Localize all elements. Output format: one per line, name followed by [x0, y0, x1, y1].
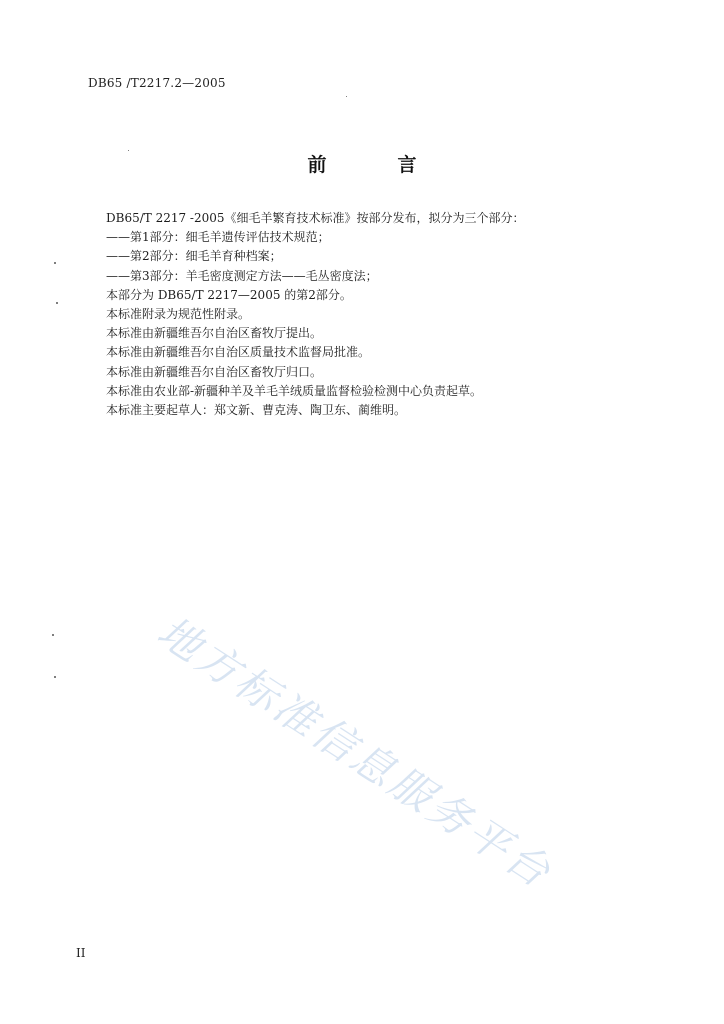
body-line-appendix: 本标准附录为规范性附录。 — [106, 307, 251, 322]
body-line-drafted-by: 本标准由农业部-新疆种羊及羊毛羊绒质量监督检验检测中心负责起草。 — [106, 383, 483, 398]
page-title: 前 言 — [307, 154, 443, 176]
scan-speck — [128, 150, 129, 151]
body-line-this-part: 本部分为 DB65/T 2217—2005 的第2部分。 — [106, 287, 352, 302]
foreword-body — [106, 209, 666, 420]
body-line-part3: ——第3部分：羊毛密度测定方法——毛丛密度法； — [106, 268, 378, 283]
standard-code-header: DB65 /T2217.2—2005 — [88, 76, 226, 90]
scan-speck — [54, 262, 56, 264]
scan-speck — [56, 302, 58, 304]
scan-speck — [52, 634, 54, 636]
body-line-part1: ——第1部分：细毛羊遗传评估技术规范； — [106, 230, 330, 245]
body-line-intro: DB65/T 2217 -2005《细毛羊繁育技术标准》按部分发布，拟分为三个部分： — [106, 211, 525, 225]
body-line-managed-by: 本标准由新疆维吾尔自治区畜牧厅归口。 — [106, 364, 323, 379]
body-line-part2: ——第2部分：细毛羊育种档案； — [106, 249, 282, 264]
scan-speck — [54, 676, 56, 678]
body-line-proposed-by: 本标准由新疆维吾尔自治区畜牧厅提出。 — [106, 326, 323, 341]
body-line-approved-by: 本标准由新疆维吾尔自治区质量技术监督局批准。 — [106, 345, 371, 360]
page-number: II — [76, 946, 86, 960]
watermark-text: 地方标准信息服务平台 — [148, 606, 562, 899]
scan-speck — [346, 96, 347, 97]
body-line-drafters: 本标准主要起草人：郑文新、曹克涛、陶卫东、蔺维明。 — [106, 403, 407, 418]
